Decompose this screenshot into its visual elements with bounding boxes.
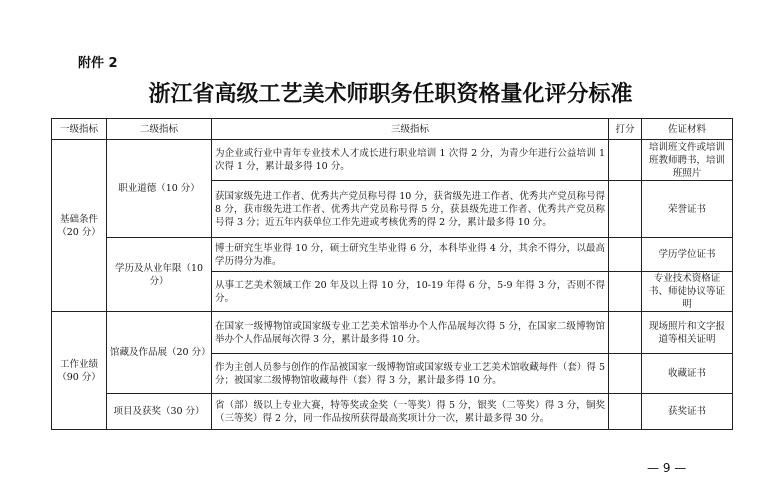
score-cell[interactable] [609,238,642,272]
document-title: 浙江省高级工艺美术师职务任职资格量化评分标准 [148,82,633,107]
table-row [52,394,733,430]
criteria-cell: 获国家级先进工作者、优秀共产党员称号得 10 分，获省级先进工作者、优秀共产党员称号得 8 分，获市级先进工作者、优秀共产党员称号得 5 分，获县级先进工作者、优秀共产党员称号得 3 分；近五年内获单位工作先进或考核优秀的得 2 分，累计最多得 10 分。 [212,181,609,238]
header-level3: 三级指标 [212,119,609,140]
scoring-table [51,118,733,430]
header-score: 打分 [609,119,642,140]
table-row [52,312,733,354]
criteria-cell: 作为主创人员参与创作的作品被国家一级博物馆或国家级专业工艺美术馆收藏每件（套）得 5 分；被国家二级博物馆收藏每件（套）得 3 分，累计最多得 10 分。 [212,354,609,394]
criteria-cell: 为企业或行业中青年专业技术人才成长进行职业培训 1 次得 2 分，为青少年进行公益培训 1 次得 1 分，累计最多得 10 分。 [212,140,609,181]
score-cell[interactable] [609,394,642,430]
criteria-cell: 博士研究生毕业得 10 分，硕士研究生毕业得 6 分，本科毕业得 4 分，其余不得分，以最高学历得分为准。 [212,238,609,272]
level2-cell: 职业道德（10 分） [107,140,212,238]
criteria-cell: 省（部）级以上专业大赛，特等奖或金奖（一等奖）得 5 分，银奖（二等奖）得 3 分，铜奖（三等奖）得 2 分，同一作品按所获得最高奖项计分一次，累计最多得 30 分。 [212,394,609,430]
evidence-cell: 专业技术资格证书、师徒协议等证明 [642,272,733,312]
attachment-label: 附件 2 [78,56,118,71]
evidence-cell: 培训班文件或培训班教师聘书，培训班照片 [642,140,733,181]
level2-cell: 馆藏及作品展（20 分） [107,312,212,394]
level1-cell: 工作业绩（90 分） [52,312,107,430]
score-cell[interactable] [609,140,642,181]
evidence-cell: 现场照片和文字报道等相关证明 [642,312,733,354]
header-level2: 二级指标 [107,119,212,140]
score-cell[interactable] [609,272,642,312]
evidence-cell: 获奖证书 [642,394,733,430]
score-cell[interactable] [609,181,642,238]
evidence-cell: 收藏证书 [642,354,733,394]
score-cell[interactable] [609,312,642,354]
table-row [52,140,733,181]
table-row [52,238,733,272]
level2-cell: 项目及获奖（30 分） [107,394,212,430]
criteria-cell: 在国家一级博物馆或国家级专业工艺美术馆举办个人作品展每次得 5 分，在国家二级博物馆举办个人作品展每次得 3 分，累计最多得 10 分。 [212,312,609,354]
level2-cell: 学历及从业年限（10 分） [107,238,212,312]
header-level1: 一级指标 [52,119,107,140]
evidence-cell: 荣誉证书 [642,181,733,238]
score-cell[interactable] [609,354,642,394]
evidence-cell: 学历学位证书 [642,238,733,272]
level1-cell: 基础条件（20 分） [52,140,107,312]
criteria-cell: 从事工艺美术领域工作 20 年及以上得 10 分，10-19 年得 6 分，5-9 年得 3 分，否则不得分。 [212,272,609,312]
table-header-row [52,119,733,140]
page-number: — 9 — [647,461,687,475]
header-evidence: 佐证材料 [642,119,733,140]
